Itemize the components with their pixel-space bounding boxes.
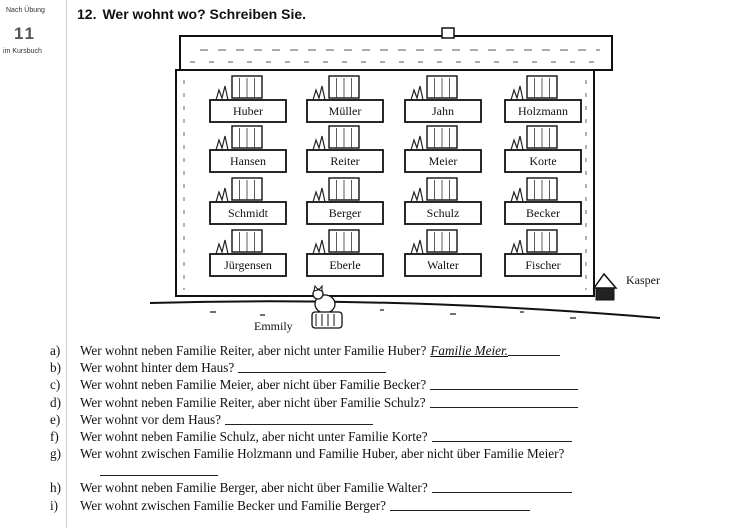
dog-house-icon [594, 274, 616, 300]
cat-name-label: Emmily [254, 319, 293, 333]
family-name-label: Hansen [230, 154, 266, 168]
answer-g-line[interactable] [100, 462, 218, 476]
answer-i-line[interactable] [390, 497, 530, 511]
chimney [442, 28, 454, 38]
family-name-label: Jahn [432, 104, 454, 118]
question-g: g) Wer wohnt zwischen Familie Holzmann und Familie Huber, aber nicht über Familie Meier? [50, 446, 565, 462]
family-name-label: Korte [529, 154, 557, 168]
family-name-label: Schmidt [227, 206, 269, 220]
family-name-label: Berger [328, 206, 362, 220]
family-name-label: Becker [526, 206, 560, 220]
exercise-number: 12. [77, 6, 97, 22]
answer-d-line[interactable] [430, 394, 578, 408]
family-name-label: Jürgensen [224, 258, 272, 272]
question-i: i) Wer wohnt zwischen Familie Becker und Familie Berger? [50, 497, 740, 514]
answer-h-line[interactable] [432, 479, 572, 493]
family-name-label: Holzmann [518, 104, 568, 118]
family-name-label: Müller [328, 104, 362, 118]
dog-name-label: Kasper [626, 273, 660, 287]
question-e: e) Wer wohnt vor dem Haus? [50, 411, 740, 428]
family-name-label: Walter [427, 258, 459, 272]
question-list [50, 342, 740, 514]
ground [150, 301, 660, 318]
question-c: c) Wer wohnt neben Familie Meier, aber nicht über Familie Becker? [50, 376, 740, 393]
family-name-label: Fischer [525, 258, 561, 272]
question-f: f) Wer wohnt neben Familie Schulz, aber nicht unter Familie Korte? [50, 428, 740, 445]
family-name-label: Meier [428, 154, 458, 168]
answer-b-line[interactable] [238, 359, 386, 373]
family-name-label: Reiter [330, 154, 360, 168]
family-name-label: Huber [233, 104, 263, 118]
question-g-answer-row [50, 462, 740, 479]
exercise-heading: Wer wohnt wo? Schreiben Sie. [102, 6, 307, 22]
family-name-label: Schulz [426, 206, 460, 220]
reference-top: Nach Übung [6, 7, 45, 14]
roof [180, 36, 612, 70]
question-d: d) Wer wohnt neben Familie Reiter, aber nicht über Familie Schulz? [50, 394, 740, 411]
question-a: a) Wer wohnt neben Familie Reiter, aber nicht unter Familie Huber? Familie Meier. [50, 342, 740, 359]
question-h: h) Wer wohnt neben Familie Berger, aber nicht über Familie Walter? [50, 479, 740, 496]
reference-bottom: im Kursbuch [3, 48, 42, 55]
answer-f-line[interactable] [432, 428, 572, 442]
answer-a: Familie Meier. [430, 343, 508, 358]
answer-a-line[interactable] [508, 342, 560, 356]
reference-number: 11 [14, 24, 36, 43]
answer-e-line[interactable] [225, 411, 373, 425]
question-b: b) Wer wohnt hinter dem Haus? [50, 359, 740, 376]
family-name-label: Eberle [329, 258, 361, 272]
answer-c-line[interactable] [430, 376, 578, 390]
